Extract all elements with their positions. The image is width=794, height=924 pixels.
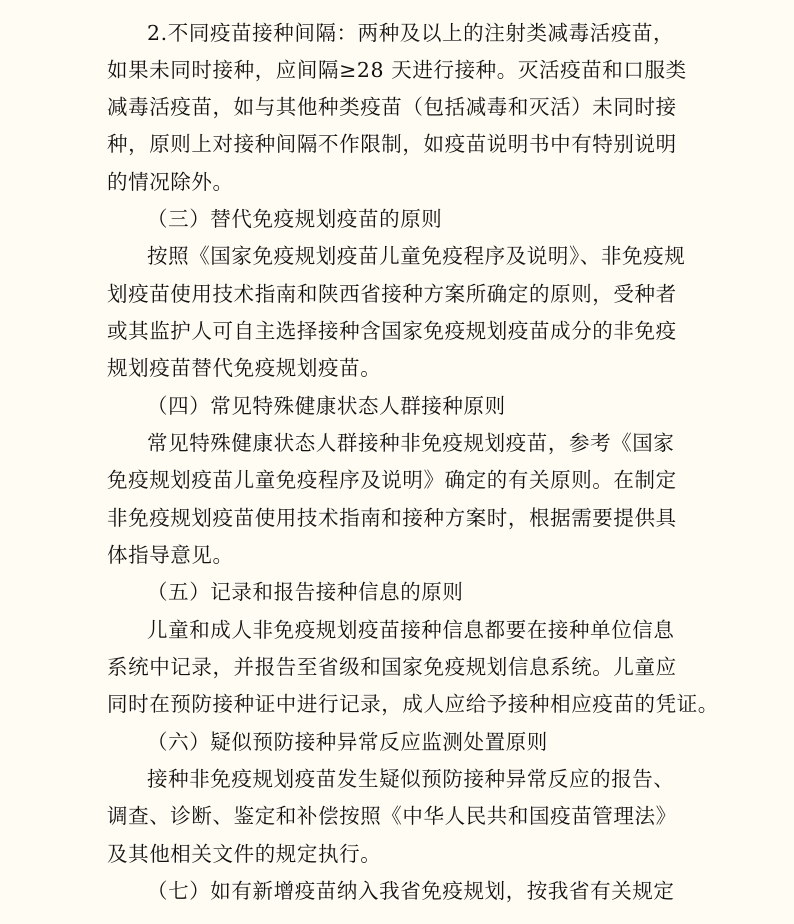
text-line: 2.不同疫苗接种间隔：两种及以上的注射类减毒活疫苗， bbox=[147, 21, 675, 45]
text-line: 系统中记录，并报告至省级和国家免疫规划信息系统。儿童应 bbox=[107, 655, 677, 679]
text-line: 规划疫苗替代免疫规划疫苗。 bbox=[107, 356, 382, 380]
text-line: 常见特殊健康状态人群接种非免疫规划疫苗，参考《国家 bbox=[147, 431, 675, 455]
text-line: 儿童和成人非免疫规划疫苗接种信息都要在接种单位信息 bbox=[147, 618, 675, 642]
text-line: 如果未同时接种，应间隔≥28 天进行接种。灭活疫苗和口服类 bbox=[107, 58, 687, 82]
section-heading: （四）常见特殊健康状态人群接种原则 bbox=[147, 394, 506, 418]
section-heading: （三）替代免疫规划疫苗的原则 bbox=[147, 207, 443, 231]
section-heading: （七）如有新增疫苗纳入我省免疫规划，按我省有关规定 bbox=[147, 879, 675, 903]
text-line: 同时在预防接种证中进行记录，成人应给予接种相应疫苗的凭证。 bbox=[107, 692, 719, 716]
text-line: 减毒活疫苗，如与其他种类疫苗（包括减毒和灭活）未同时接 bbox=[107, 95, 677, 119]
section-heading: （五）记录和报告接种信息的原则 bbox=[147, 580, 464, 604]
text-line: 体指导意见。 bbox=[107, 543, 234, 567]
text-line: 划疫苗使用技术指南和陕西省接种方案所确定的原则，受种者 bbox=[107, 282, 677, 306]
section-heading: （六）疑似预防接种异常反应监测处置原则 bbox=[147, 730, 548, 754]
text-line: 或其监护人可自主选择接种含国家免疫规划疫苗成分的非免疫 bbox=[107, 319, 677, 343]
text-line: 调查、诊断、鉴定和补偿按照《中华人民共和国疫苗管理法》 bbox=[107, 804, 677, 828]
text-line: 的情况除外。 bbox=[107, 170, 234, 194]
text-line: 按照《国家免疫规划疫苗儿童免疫程序及说明》、非免疫规 bbox=[147, 244, 686, 268]
text-line: 种，原则上对接种间隔不作限制，如疫苗说明书中有特别说明 bbox=[107, 132, 677, 156]
text-line: 免疫规划疫苗儿童免疫程序及说明》确定的有关原则。在制定 bbox=[107, 468, 677, 492]
text-line: 非免疫规划疫苗使用技术指南和接种方案时，根据需要提供具 bbox=[107, 506, 677, 530]
text-line: 及其他相关文件的规定执行。 bbox=[107, 842, 382, 866]
text-line: 接种非免疫规划疫苗发生疑似预防接种异常反应的报告、 bbox=[147, 767, 675, 791]
